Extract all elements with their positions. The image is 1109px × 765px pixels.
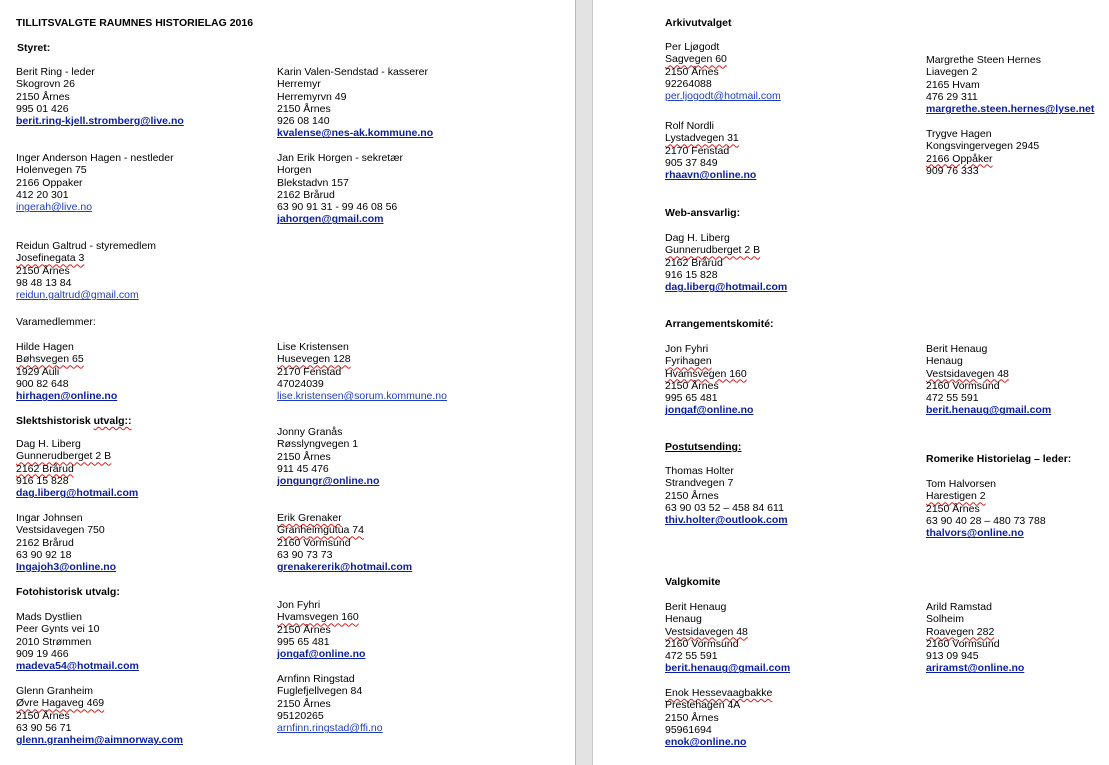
contact-card <box>665 465 788 526</box>
contact-email-link[interactable]: berit.henaug@gmail.com <box>926 404 1052 417</box>
contact-email-link[interactable]: hirhagen@online.no <box>16 390 118 403</box>
contact-card <box>926 128 1039 177</box>
contact-name: Reidun Galtrud - styremedlem <box>16 240 157 252</box>
contact-phone: 98 48 13 84 <box>16 276 72 289</box>
contact-phone: 995 65 481 <box>665 392 718 405</box>
contact-phone: 909 76 333 <box>926 164 979 177</box>
contact-name: Erik Grenaker <box>277 512 342 524</box>
contact-card <box>926 343 1051 417</box>
contact-address: Gunnerudberget 2 B <box>16 450 112 463</box>
contact-card <box>926 478 1046 539</box>
contact-postal: 1929 Auli <box>16 365 60 378</box>
contact-name: Ingar Johnsen <box>16 512 83 524</box>
contact-address: Røsslyngvegen 1 <box>277 438 359 451</box>
contact-card <box>16 685 183 746</box>
contact-postal: 2150 Årnes <box>665 379 719 392</box>
contact-email-link[interactable]: per.ljogodt@hotmail.com <box>665 90 781 103</box>
heading-valgkomite: Valgkomite <box>665 576 721 588</box>
contact-address: Herremyrvn 49 <box>277 90 347 103</box>
contact-postal: 2150 Årnes <box>665 489 719 502</box>
contact-phone: 95961694 <box>665 723 712 736</box>
contact-name: Arild Ramstad <box>926 601 992 613</box>
contact-email-link[interactable]: jongaf@online.no <box>277 648 366 661</box>
contact-place: Herremyr <box>277 78 321 91</box>
contact-postal: 2170 Fenstad <box>665 144 730 157</box>
heading-fotohistorisk: Fotohistorisk utvalg: <box>16 586 120 598</box>
contact-card <box>277 673 383 734</box>
contact-email-link[interactable]: berit.henaug@gmail.com <box>665 662 791 675</box>
contact-card <box>665 120 756 181</box>
heading-slekt-word2: utvalg:: <box>93 415 132 427</box>
contact-address: Skogrovn 26 <box>16 78 75 91</box>
contact-postal: 2165 Hvam <box>926 78 980 91</box>
contact-postal: 2160 Vormsund <box>277 536 351 549</box>
contact-email-link[interactable]: lise.kristensen@sorum.kommune.no <box>277 390 447 403</box>
contact-address: Hvamsvegen 160 <box>277 611 359 624</box>
contact-name: Berit Henaug <box>926 343 988 355</box>
contact-email-link[interactable]: thalvors@online.no <box>926 527 1024 540</box>
contact-card <box>16 240 156 301</box>
contact-place: Henaug <box>665 613 702 626</box>
contact-name: Inger Anderson Hagen - nestleder <box>16 152 174 164</box>
contact-name: Jan Erik Horgen - sekretær <box>277 152 404 164</box>
contact-email-link[interactable]: rhaavn@online.no <box>665 169 757 182</box>
contact-address: Liavegen 2 <box>926 66 978 79</box>
contact-phone: 63 90 56 71 <box>16 721 72 734</box>
contact-phone: 476 29 311 <box>926 90 978 103</box>
contact-address: Hvamsvegen 160 <box>665 367 747 380</box>
contact-postal: 2150 Årnes <box>665 711 719 724</box>
contact-postal: 2162 Brårud <box>16 536 74 549</box>
contact-name: Hilde Hagen <box>16 341 74 353</box>
contact-address: Prestehagen 4A <box>665 699 741 712</box>
contact-phone: 900 82 648 <box>16 377 69 390</box>
contact-place: Henaug <box>926 355 963 368</box>
contact-card <box>16 66 184 127</box>
contact-card <box>665 343 753 417</box>
heading-romerike: Romerike Historielag – leder: <box>926 453 1072 465</box>
contact-postal: 2166 Oppåker <box>926 152 993 165</box>
contact-phone: 63 90 73 73 <box>277 548 333 561</box>
contact-email-link[interactable]: berit.ring-kjell.stromberg@live.no <box>16 115 184 128</box>
contact-name: Berit Henaug <box>665 601 727 613</box>
contact-phone: 472 55 591 <box>926 392 979 405</box>
contact-phone: 995 01 426 <box>16 102 69 115</box>
contact-name: Jon Fyhri <box>277 599 321 611</box>
contact-email-link[interactable]: ingerah@live.no <box>16 201 93 214</box>
contact-name: Dag H. Liberg <box>665 232 730 244</box>
contact-name: Berit Ring - leder <box>16 66 95 78</box>
contact-place: Fyrihagen <box>665 355 712 368</box>
contact-postal: 2010 Strømmen <box>16 635 92 648</box>
heading-slekt-word: Slektshistorisk <box>16 415 91 427</box>
contact-email-link[interactable]: jongungr@online.no <box>277 475 380 488</box>
contact-phone: 911 45 476 <box>277 462 329 475</box>
heading-slektshistorisk <box>16 415 132 427</box>
contact-email-link[interactable]: jongaf@online.no <box>665 404 754 417</box>
contact-postal: 2150 Årnes <box>665 65 719 78</box>
contact-email-link[interactable]: ariramst@online.no <box>926 662 1025 675</box>
heading-web-ansvarlig: Web-ansvarlig: <box>665 207 741 219</box>
contact-card <box>665 687 772 748</box>
heading-styret: Styret: <box>17 42 51 54</box>
contact-email-link[interactable]: madeva54@hotmail.com <box>16 660 139 673</box>
contact-postal: 2150 Årnes <box>16 709 70 722</box>
contact-card <box>277 426 379 487</box>
contact-name: Glenn Granheim <box>16 685 94 697</box>
contact-card <box>16 341 117 402</box>
contact-phone: 905 37 849 <box>665 156 718 169</box>
contact-name: Arnfinn Ringstad <box>277 673 355 685</box>
contact-email-link[interactable]: enok@online.no <box>665 736 747 749</box>
contact-name: Dag H. Liberg <box>16 438 81 450</box>
contact-card <box>277 341 447 402</box>
contact-postal: 2162 Brårud <box>665 256 723 269</box>
contact-email-link[interactable]: kvalense@nes-ak.kommune.no <box>277 127 434 140</box>
contact-name: Enok Hessevaagbakke <box>665 687 773 699</box>
contact-phone: 472 55 591 <box>665 650 718 663</box>
contact-address: Harestigen 2 <box>926 490 986 503</box>
contact-name: Mads Dystlien <box>16 611 82 623</box>
contact-name: Trygve Hagen <box>926 128 992 140</box>
contact-email-link[interactable]: grenakererik@hotmail.com <box>277 561 413 574</box>
contact-phone: 913 09 945 <box>926 650 979 663</box>
contact-card <box>16 438 138 499</box>
contact-address: Roavegen 282 <box>926 625 995 638</box>
contact-phone: 63 90 91 31 - 99 46 08 56 <box>277 201 398 214</box>
contact-card <box>277 152 403 226</box>
contact-email-link[interactable]: Ingajoh3@online.no <box>16 561 117 574</box>
contact-place: Solheim <box>926 613 964 626</box>
contact-card <box>665 41 781 102</box>
contact-postal: 2150 Årnes <box>277 697 331 710</box>
contact-card <box>665 232 787 293</box>
contact-name: Jonny Granås <box>277 426 343 438</box>
contact-postal: 2150 Årnes <box>277 102 331 115</box>
contact-email-link[interactable]: thiv.holter@outlook.com <box>665 514 788 527</box>
contact-card <box>16 152 174 213</box>
contact-name: Lise Kristensen <box>277 341 349 353</box>
contact-phone: 63 90 03 52 – 458 84 611 <box>665 501 784 514</box>
contact-address: Bøhsvegen 65 <box>16 353 84 366</box>
heading-postutsending: Postutsending: <box>665 441 742 453</box>
contact-email-link[interactable]: margrethe.steen.hernes@lyse.net <box>926 103 1095 116</box>
contact-phone: 47024039 <box>277 377 324 390</box>
contact-card <box>16 611 139 672</box>
contact-postal: 2150 Årnes <box>926 502 980 515</box>
contact-phone: 63 90 40 28 – 480 73 788 <box>926 514 1046 527</box>
contact-phone: 95120265 <box>277 709 324 722</box>
contact-email-link[interactable]: dag.liberg@hotmail.com <box>16 487 139 500</box>
heading-arkivutvalget: Arkivutvalget <box>665 17 732 29</box>
contact-postal: 2170 Fenstad <box>277 365 342 378</box>
contact-postal: 2150 Årnes <box>277 623 331 636</box>
contact-name: Rolf Nordli <box>665 120 715 132</box>
contact-email-link[interactable]: glenn.granheim@aimnorway.com <box>16 734 183 747</box>
contact-address: Blekstadvn 157 <box>277 176 349 189</box>
document-page-2 <box>593 0 1109 765</box>
contact-address: Vestsidavegen 48 <box>926 367 1009 380</box>
contact-address: Granheimgutua 74 <box>277 524 364 537</box>
contact-address: Holenvegen 75 <box>16 164 87 177</box>
page-edge-left <box>575 0 576 765</box>
contact-phone: 63 90 92 18 <box>16 548 72 561</box>
contact-postal: 2162 Brårud <box>277 188 335 201</box>
contact-address: Peer Gynts vei 10 <box>16 623 100 636</box>
contact-phone: 92264088 <box>665 77 712 90</box>
contact-postal: 2166 Oppaker <box>16 176 83 189</box>
contact-card <box>926 54 1094 115</box>
contact-address: Lystadvegen 31 <box>665 132 739 145</box>
contact-card <box>926 601 1024 675</box>
document-title: TILLITSVALGTE RAUMNES HISTORIELAG 2016 <box>16 17 254 29</box>
contact-email-link[interactable]: arnfinn.ringstad@ffi.no <box>277 722 383 735</box>
contact-address: Sagvegen 60 <box>665 53 727 66</box>
contact-address: Husevegen 128 <box>277 353 351 366</box>
contact-phone: 412 20 301 <box>16 188 69 201</box>
contact-name: Margrethe Steen Hernes <box>926 54 1041 66</box>
contact-card <box>16 512 116 573</box>
contact-address: Fuglefjellvegen 84 <box>277 685 363 698</box>
contact-card <box>277 66 433 140</box>
contact-email-link[interactable]: dag.liberg@hotmail.com <box>665 281 788 294</box>
contact-address: Gunnerudberget 2 B <box>665 244 761 257</box>
contact-card <box>277 599 365 660</box>
contact-address: Strandvegen 7 <box>665 477 734 490</box>
page-gap <box>575 0 593 765</box>
contact-email-link[interactable]: reidun.galtrud@gmail.com <box>16 289 139 302</box>
contact-phone: 909 19 466 <box>16 647 69 660</box>
contact-phone: 916 15 828 <box>665 268 718 281</box>
contact-address: Vestsidavegen 48 <box>665 625 748 638</box>
contact-phone: 916 15 828 <box>16 474 69 487</box>
contact-postal: 2160 Vormsund <box>926 379 1000 392</box>
contact-name: Thomas Holter <box>665 465 734 477</box>
contact-phone: 926 08 140 <box>277 115 330 128</box>
contact-name: Per Ljøgodt <box>665 41 720 53</box>
contact-address: Josefinegata 3 <box>16 252 85 265</box>
contact-postal: 2150 Årnes <box>277 450 331 463</box>
contact-phone: 995 65 481 <box>277 635 330 648</box>
contact-address: Øvre Hagaveg 469 <box>16 697 105 710</box>
heading-varamedlemmer: Varamedlemmer: <box>16 316 96 328</box>
contact-postal: 2162 Brårud <box>16 462 74 475</box>
contact-postal: 2150 Årnes <box>16 90 70 103</box>
contact-place: Horgen <box>277 164 312 177</box>
contact-card <box>277 512 412 573</box>
contact-postal: 2160 Vormsund <box>926 637 1000 650</box>
contact-email-link[interactable]: jahorgen@gmail.com <box>277 213 384 226</box>
contact-address: Vestsidavegen 750 <box>16 524 105 537</box>
heading-arrangementskomite: Arrangementskomité: <box>665 318 774 330</box>
contact-card <box>665 601 790 675</box>
contact-postal: 2160 Vormsund <box>665 637 739 650</box>
contact-address: Kongsvingervegen 2945 <box>926 140 1040 153</box>
contact-name: Jon Fyhri <box>665 343 709 355</box>
contact-postal: 2150 Årnes <box>16 264 70 277</box>
contact-name: Tom Halvorsen <box>926 478 997 490</box>
contact-name: Karin Valen-Sendstad - kasserer <box>277 66 428 78</box>
